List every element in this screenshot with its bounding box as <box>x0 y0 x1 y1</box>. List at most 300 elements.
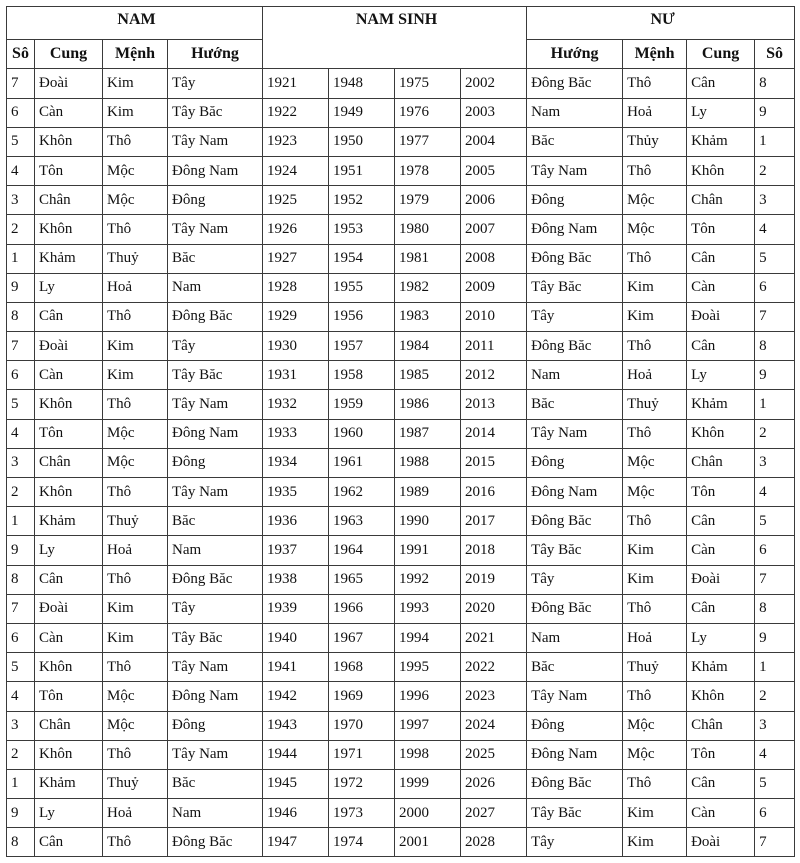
cell-menh-female: Mộc <box>623 740 687 769</box>
cell-cung-male: Đoài <box>35 594 103 623</box>
cell-so-male: 6 <box>7 98 35 127</box>
cell-so-male: 5 <box>7 127 35 156</box>
cell-menh-female: Hoả <box>623 623 687 652</box>
table-body <box>7 69 795 857</box>
cell-menh-male: Thuỷ <box>103 507 168 536</box>
cell-so-female: 4 <box>755 478 795 507</box>
cell-huong-male: Đông <box>168 711 263 740</box>
cell-huong-female: Nam <box>527 361 623 390</box>
cell-menh-male: Kim <box>103 361 168 390</box>
table-row <box>7 536 795 565</box>
cell-huong-male: Băc <box>168 244 263 273</box>
cell-so-male: 2 <box>7 478 35 507</box>
cell-cung-female: Ly <box>687 98 755 127</box>
cell-menh-male: Thuỷ <box>103 244 168 273</box>
cell-menh-male: Thô <box>103 127 168 156</box>
cell-huong-female: Tây Nam <box>527 156 623 185</box>
header-so-female: Sô <box>755 40 795 69</box>
cell-so-male: 2 <box>7 740 35 769</box>
cell-year-1: 1938 <box>263 565 329 594</box>
cell-huong-female: Đông <box>527 448 623 477</box>
table-row <box>7 127 795 156</box>
cell-year-4: 2011 <box>461 332 527 361</box>
cell-menh-male: Thô <box>103 302 168 331</box>
header-so-male: Sô <box>7 40 35 69</box>
cell-so-female: 1 <box>755 390 795 419</box>
cell-huong-male: Tây Nam <box>168 478 263 507</box>
cell-year-1: 1929 <box>263 302 329 331</box>
cell-year-3: 1977 <box>395 127 461 156</box>
cell-year-3: 1988 <box>395 448 461 477</box>
cell-menh-male: Thuỷ <box>103 769 168 798</box>
cell-cung-female: Đoài <box>687 302 755 331</box>
cell-year-2: 1970 <box>329 711 395 740</box>
cell-cung-male: Khôn <box>35 127 103 156</box>
cell-menh-female: Kim <box>623 273 687 302</box>
cell-year-3: 1983 <box>395 302 461 331</box>
cell-so-female: 9 <box>755 623 795 652</box>
cell-year-4: 2024 <box>461 711 527 740</box>
cell-so-female: 2 <box>755 682 795 711</box>
cell-huong-female: Đông Băc <box>527 769 623 798</box>
cell-year-2: 1950 <box>329 127 395 156</box>
cell-huong-male: Đông Nam <box>168 419 263 448</box>
table-row <box>7 769 795 798</box>
table-row <box>7 623 795 652</box>
cell-huong-female: Tây <box>527 302 623 331</box>
cell-huong-female: Đông Nam <box>527 740 623 769</box>
cell-year-4: 2019 <box>461 565 527 594</box>
cell-huong-male: Tây <box>168 594 263 623</box>
cell-cung-female: Càn <box>687 536 755 565</box>
cell-so-male: 2 <box>7 215 35 244</box>
cell-year-4: 2027 <box>461 799 527 828</box>
cell-year-4: 2006 <box>461 186 527 215</box>
cell-huong-male: Đông Băc <box>168 302 263 331</box>
cell-so-female: 8 <box>755 332 795 361</box>
cell-year-4: 2020 <box>461 594 527 623</box>
table-row <box>7 186 795 215</box>
cell-year-1: 1936 <box>263 507 329 536</box>
cell-so-female: 2 <box>755 419 795 448</box>
cell-so-female: 3 <box>755 186 795 215</box>
cell-huong-male: Tây Nam <box>168 390 263 419</box>
table-row <box>7 682 795 711</box>
cell-year-3: 1976 <box>395 98 461 127</box>
cell-so-male: 7 <box>7 594 35 623</box>
table-row <box>7 302 795 331</box>
cell-menh-male: Mộc <box>103 186 168 215</box>
cell-year-2: 1955 <box>329 273 395 302</box>
cell-so-male: 6 <box>7 361 35 390</box>
cell-year-2: 1966 <box>329 594 395 623</box>
cell-year-1: 1930 <box>263 332 329 361</box>
cell-so-female: 8 <box>755 594 795 623</box>
cell-year-3: 2000 <box>395 799 461 828</box>
cell-cung-male: Khôn <box>35 740 103 769</box>
cell-year-1: 1928 <box>263 273 329 302</box>
cell-menh-male: Mộc <box>103 419 168 448</box>
cell-cung-female: Khôn <box>687 682 755 711</box>
table-row <box>7 215 795 244</box>
cell-menh-male: Thô <box>103 215 168 244</box>
cell-year-2: 1957 <box>329 332 395 361</box>
cell-huong-female: Tây <box>527 828 623 857</box>
cell-menh-male: Thô <box>103 390 168 419</box>
cell-cung-female: Khảm <box>687 653 755 682</box>
cell-huong-female: Băc <box>527 653 623 682</box>
cell-year-2: 1972 <box>329 769 395 798</box>
cell-year-4: 2018 <box>461 536 527 565</box>
cell-cung-female: Chân <box>687 186 755 215</box>
cell-cung-female: Đoài <box>687 565 755 594</box>
cell-so-male: 1 <box>7 507 35 536</box>
cell-huong-male: Tây Băc <box>168 623 263 652</box>
cell-cung-male: Khảm <box>35 507 103 536</box>
cell-year-3: 1993 <box>395 594 461 623</box>
cell-so-male: 8 <box>7 565 35 594</box>
table-row <box>7 156 795 185</box>
cell-year-2: 1968 <box>329 653 395 682</box>
cell-menh-male: Thô <box>103 565 168 594</box>
cell-menh-male: Hoả <box>103 273 168 302</box>
cell-menh-male: Kim <box>103 332 168 361</box>
cell-menh-female: Thô <box>623 594 687 623</box>
cell-huong-male: Tây Băc <box>168 98 263 127</box>
cell-huong-female: Đông <box>527 711 623 740</box>
cell-year-2: 1964 <box>329 536 395 565</box>
cell-so-female: 4 <box>755 215 795 244</box>
cell-year-4: 2017 <box>461 507 527 536</box>
cell-huong-female: Tây Băc <box>527 273 623 302</box>
cell-so-female: 5 <box>755 769 795 798</box>
table-row <box>7 799 795 828</box>
cell-year-4: 2005 <box>461 156 527 185</box>
cell-menh-male: Thô <box>103 828 168 857</box>
cell-year-4: 2009 <box>461 273 527 302</box>
cell-year-4: 2003 <box>461 98 527 127</box>
cell-so-female: 2 <box>755 156 795 185</box>
cell-cung-male: Chân <box>35 711 103 740</box>
cell-menh-female: Thuỷ <box>623 390 687 419</box>
cell-year-2: 1967 <box>329 623 395 652</box>
cell-so-female: 8 <box>755 69 795 98</box>
cell-menh-female: Mộc <box>623 186 687 215</box>
cell-menh-female: Thô <box>623 769 687 798</box>
cell-year-2: 1958 <box>329 361 395 390</box>
cell-year-4: 2023 <box>461 682 527 711</box>
table-row <box>7 740 795 769</box>
cell-menh-male: Thô <box>103 653 168 682</box>
cell-menh-female: Mộc <box>623 711 687 740</box>
cell-cung-female: Chân <box>687 711 755 740</box>
cell-cung-female: Khảm <box>687 390 755 419</box>
cell-menh-female: Mộc <box>623 215 687 244</box>
cell-year-4: 2016 <box>461 478 527 507</box>
cell-year-4: 2026 <box>461 769 527 798</box>
cell-huong-male: Băc <box>168 769 263 798</box>
cell-huong-female: Đông Băc <box>527 507 623 536</box>
cell-huong-female: Tây <box>527 565 623 594</box>
cell-so-male: 9 <box>7 799 35 828</box>
cell-menh-male: Hoả <box>103 536 168 565</box>
cell-cung-male: Đoài <box>35 332 103 361</box>
cell-year-1: 1946 <box>263 799 329 828</box>
cell-huong-female: Đông Nam <box>527 215 623 244</box>
cell-year-3: 1986 <box>395 390 461 419</box>
cell-cung-male: Càn <box>35 361 103 390</box>
cell-huong-male: Băc <box>168 507 263 536</box>
header-huong-female: Hướng <box>527 40 623 69</box>
cell-cung-male: Ly <box>35 273 103 302</box>
header-huong-male: Hướng <box>168 40 263 69</box>
cell-year-2: 1952 <box>329 186 395 215</box>
table-row <box>7 98 795 127</box>
cell-year-1: 1944 <box>263 740 329 769</box>
cell-so-female: 9 <box>755 361 795 390</box>
cell-year-1: 1945 <box>263 769 329 798</box>
cell-cung-female: Khảm <box>687 127 755 156</box>
cell-so-female: 3 <box>755 448 795 477</box>
cell-huong-male: Đông <box>168 186 263 215</box>
cell-year-3: 1997 <box>395 711 461 740</box>
cell-huong-male: Tây Nam <box>168 740 263 769</box>
cell-cung-female: Cân <box>687 769 755 798</box>
cell-huong-female: Đông Băc <box>527 69 623 98</box>
table-row <box>7 361 795 390</box>
cell-year-4: 2002 <box>461 69 527 98</box>
cell-so-male: 7 <box>7 69 35 98</box>
cell-so-male: 4 <box>7 156 35 185</box>
cell-year-1: 1927 <box>263 244 329 273</box>
cell-so-female: 6 <box>755 799 795 828</box>
cell-menh-male: Thô <box>103 740 168 769</box>
cell-year-4: 2025 <box>461 740 527 769</box>
cell-menh-female: Kim <box>623 536 687 565</box>
cell-cung-male: Càn <box>35 98 103 127</box>
cell-menh-male: Thô <box>103 478 168 507</box>
cell-so-female: 5 <box>755 244 795 273</box>
table-row <box>7 507 795 536</box>
cell-cung-female: Ly <box>687 361 755 390</box>
cell-huong-female: Tây Nam <box>527 419 623 448</box>
cell-year-2: 1962 <box>329 478 395 507</box>
header-menh-male: Mệnh <box>103 40 168 69</box>
cell-menh-male: Kim <box>103 623 168 652</box>
cell-cung-female: Tôn <box>687 478 755 507</box>
feng-shui-kua-table <box>6 6 795 857</box>
cell-year-1: 1926 <box>263 215 329 244</box>
cell-huong-female: Đông Băc <box>527 332 623 361</box>
cell-year-1: 1947 <box>263 828 329 857</box>
cell-cung-female: Khôn <box>687 419 755 448</box>
cell-year-4: 2004 <box>461 127 527 156</box>
cell-year-4: 2010 <box>461 302 527 331</box>
cell-year-1: 1940 <box>263 623 329 652</box>
cell-menh-female: Thô <box>623 419 687 448</box>
cell-so-female: 7 <box>755 302 795 331</box>
cell-cung-male: Khảm <box>35 769 103 798</box>
cell-cung-male: Tôn <box>35 156 103 185</box>
cell-so-female: 4 <box>755 740 795 769</box>
cell-huong-male: Tây Nam <box>168 653 263 682</box>
cell-cung-female: Cân <box>687 507 755 536</box>
cell-year-1: 1941 <box>263 653 329 682</box>
cell-huong-female: Tây Nam <box>527 682 623 711</box>
cell-menh-male: Mộc <box>103 682 168 711</box>
cell-huong-male: Tây Nam <box>168 215 263 244</box>
table-row <box>7 448 795 477</box>
cell-menh-female: Mộc <box>623 478 687 507</box>
cell-huong-male: Đông <box>168 448 263 477</box>
cell-cung-male: Tôn <box>35 419 103 448</box>
cell-year-4: 2013 <box>461 390 527 419</box>
cell-huong-male: Đông Băc <box>168 565 263 594</box>
cell-year-3: 1994 <box>395 623 461 652</box>
cell-year-2: 1956 <box>329 302 395 331</box>
cell-so-male: 9 <box>7 273 35 302</box>
cell-so-female: 9 <box>755 98 795 127</box>
cell-cung-female: Càn <box>687 799 755 828</box>
cell-so-male: 3 <box>7 186 35 215</box>
cell-cung-female: Khôn <box>687 156 755 185</box>
header-menh-female: Mệnh <box>623 40 687 69</box>
cell-menh-female: Hoả <box>623 98 687 127</box>
cell-year-2: 1948 <box>329 69 395 98</box>
cell-year-4: 2007 <box>461 215 527 244</box>
cell-cung-female: Tôn <box>687 215 755 244</box>
cell-year-4: 2021 <box>461 623 527 652</box>
cell-menh-male: Mộc <box>103 448 168 477</box>
cell-menh-female: Thuỷ <box>623 653 687 682</box>
cell-menh-male: Kim <box>103 69 168 98</box>
cell-cung-female: Cân <box>687 244 755 273</box>
cell-year-2: 1959 <box>329 390 395 419</box>
cell-so-female: 6 <box>755 273 795 302</box>
cell-year-4: 2028 <box>461 828 527 857</box>
cell-cung-male: Đoài <box>35 69 103 98</box>
cell-menh-male: Hoả <box>103 799 168 828</box>
cell-year-3: 1999 <box>395 769 461 798</box>
table-row <box>7 828 795 857</box>
cell-year-2: 1969 <box>329 682 395 711</box>
table-row <box>7 653 795 682</box>
cell-cung-male: Chân <box>35 448 103 477</box>
cell-year-3: 1978 <box>395 156 461 185</box>
cell-so-male: 9 <box>7 536 35 565</box>
cell-menh-male: Mộc <box>103 711 168 740</box>
cell-huong-female: Đông Băc <box>527 594 623 623</box>
cell-so-male: 4 <box>7 419 35 448</box>
cell-year-2: 1961 <box>329 448 395 477</box>
cell-so-male: 6 <box>7 623 35 652</box>
header-nam: NAM <box>7 7 263 40</box>
cell-year-4: 2012 <box>461 361 527 390</box>
cell-year-1: 1924 <box>263 156 329 185</box>
cell-menh-male: Kim <box>103 98 168 127</box>
cell-menh-female: Thô <box>623 69 687 98</box>
cell-huong-female: Nam <box>527 98 623 127</box>
cell-year-3: 1992 <box>395 565 461 594</box>
cell-so-female: 5 <box>755 507 795 536</box>
cell-cung-female: Ly <box>687 623 755 652</box>
cell-menh-female: Kim <box>623 302 687 331</box>
table-row <box>7 419 795 448</box>
cell-year-1: 1935 <box>263 478 329 507</box>
table-row <box>7 565 795 594</box>
cell-cung-male: Tôn <box>35 682 103 711</box>
cell-year-1: 1937 <box>263 536 329 565</box>
cell-cung-male: Khảm <box>35 244 103 273</box>
cell-year-3: 1987 <box>395 419 461 448</box>
cell-cung-male: Khôn <box>35 390 103 419</box>
cell-menh-female: Thô <box>623 507 687 536</box>
cell-cung-male: Chân <box>35 186 103 215</box>
cell-menh-female: Kim <box>623 565 687 594</box>
cell-cung-male: Khôn <box>35 215 103 244</box>
cell-cung-male: Cân <box>35 302 103 331</box>
group-header-row <box>7 7 795 40</box>
table-row <box>7 594 795 623</box>
cell-so-female: 7 <box>755 565 795 594</box>
cell-menh-female: Thô <box>623 244 687 273</box>
cell-year-2: 1963 <box>329 507 395 536</box>
cell-year-4: 2014 <box>461 419 527 448</box>
cell-cung-female: Tôn <box>687 740 755 769</box>
cell-so-female: 1 <box>755 653 795 682</box>
cell-year-3: 1981 <box>395 244 461 273</box>
cell-cung-female: Cân <box>687 594 755 623</box>
table-row <box>7 244 795 273</box>
cell-year-1: 1933 <box>263 419 329 448</box>
cell-year-2: 1949 <box>329 98 395 127</box>
cell-cung-female: Chân <box>687 448 755 477</box>
table-row <box>7 332 795 361</box>
cell-so-male: 4 <box>7 682 35 711</box>
cell-huong-male: Nam <box>168 799 263 828</box>
cell-year-3: 1991 <box>395 536 461 565</box>
cell-huong-female: Tây Băc <box>527 536 623 565</box>
cell-huong-male: Đông Băc <box>168 828 263 857</box>
cell-huong-male: Nam <box>168 536 263 565</box>
cell-huong-female: Đông Băc <box>527 244 623 273</box>
cell-year-4: 2008 <box>461 244 527 273</box>
cell-year-2: 1965 <box>329 565 395 594</box>
cell-so-male: 1 <box>7 769 35 798</box>
cell-cung-male: Khôn <box>35 478 103 507</box>
cell-huong-male: Tây <box>168 69 263 98</box>
cell-menh-female: Kim <box>623 828 687 857</box>
cell-cung-female: Càn <box>687 273 755 302</box>
table-row <box>7 478 795 507</box>
cell-year-2: 1960 <box>329 419 395 448</box>
header-cung-male: Cung <box>35 40 103 69</box>
header-cung-female: Cung <box>687 40 755 69</box>
cell-huong-male: Tây Nam <box>168 127 263 156</box>
cell-huong-female: Đông <box>527 186 623 215</box>
cell-cung-female: Cân <box>687 332 755 361</box>
cell-cung-female: Cân <box>687 69 755 98</box>
cell-year-1: 1934 <box>263 448 329 477</box>
cell-so-female: 7 <box>755 828 795 857</box>
cell-menh-female: Thô <box>623 156 687 185</box>
cell-year-1: 1921 <box>263 69 329 98</box>
cell-year-4: 2015 <box>461 448 527 477</box>
cell-huong-male: Tây <box>168 332 263 361</box>
cell-year-2: 1971 <box>329 740 395 769</box>
cell-cung-male: Cân <box>35 565 103 594</box>
cell-cung-male: Càn <box>35 623 103 652</box>
